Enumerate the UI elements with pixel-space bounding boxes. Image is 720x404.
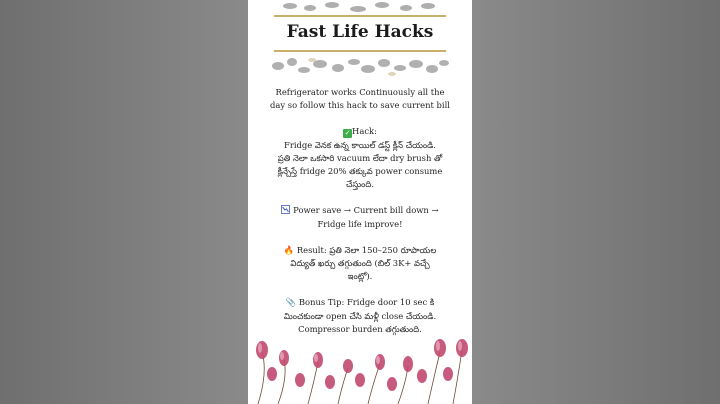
paperclip-icon: 📎: [285, 297, 297, 308]
bonus-line: Compressor burden తగ్గుతుంది.: [298, 323, 422, 334]
chart-decreasing-icon: [281, 205, 290, 214]
result-line: విద్యుత్ ఖర్చు తగ్గుతుంది (బిల్ 3K+ వచ్చే: [290, 258, 430, 269]
result-line: [254, 244, 466, 257]
bonus-line: మించకుండా open చేసి మళ్లీ close చేయండి.: [283, 310, 437, 321]
hack-line: క్లీన్చేస్తే fridge 20% తక్కువ power consume: [277, 166, 443, 177]
result-line: ఇంట్లో).: [347, 271, 373, 282]
bonus-text: Bonus Tip: Fridge door 10 sec కి: [298, 297, 435, 308]
intro-line: Refrigerator works Continuously all the: [275, 87, 445, 97]
hack-content: [254, 86, 466, 349]
hack-paragraph: [254, 125, 466, 191]
hack-line: ప్రతి నెలా ఒకసారి vacuum లేదా dry brush తో: [277, 152, 443, 163]
bonus-line: [254, 296, 466, 309]
right-blurred-background: [472, 0, 720, 404]
check-mark-icon: ✓: [344, 129, 351, 138]
middle-foliage-decoration: [268, 52, 452, 80]
page-title: Fast Life Hacks: [286, 22, 434, 42]
intro-line: day so follow this hack to save current bill: [270, 100, 450, 111]
result-paragraph: [254, 244, 466, 284]
flower-decoration: [248, 322, 472, 404]
power-line: Fridge life improve!: [317, 218, 403, 229]
hack-label: Hack:: [352, 126, 377, 137]
left-blurred-background: [0, 0, 248, 404]
power-text: Power save → Current bill down →: [293, 205, 439, 216]
power-paragraph: [254, 204, 466, 230]
result-text: Result: ప్రతి నెలా 150–250 రూపాయల: [296, 244, 437, 255]
hack-card: [248, 0, 472, 404]
fire-icon: 🔥: [283, 244, 295, 255]
top-gold-divider: [274, 15, 446, 17]
hack-line: చేస్తుంది.: [346, 179, 374, 190]
intro-paragraph: [254, 86, 466, 112]
top-foliage-decoration: [270, 0, 450, 16]
power-line: [254, 204, 466, 217]
hack-line: Fridge వెనక ఉన్న కాయిల్ డస్ట్ క్లీన్ చేయండి.: [284, 139, 436, 150]
hack-heading: [254, 125, 466, 138]
